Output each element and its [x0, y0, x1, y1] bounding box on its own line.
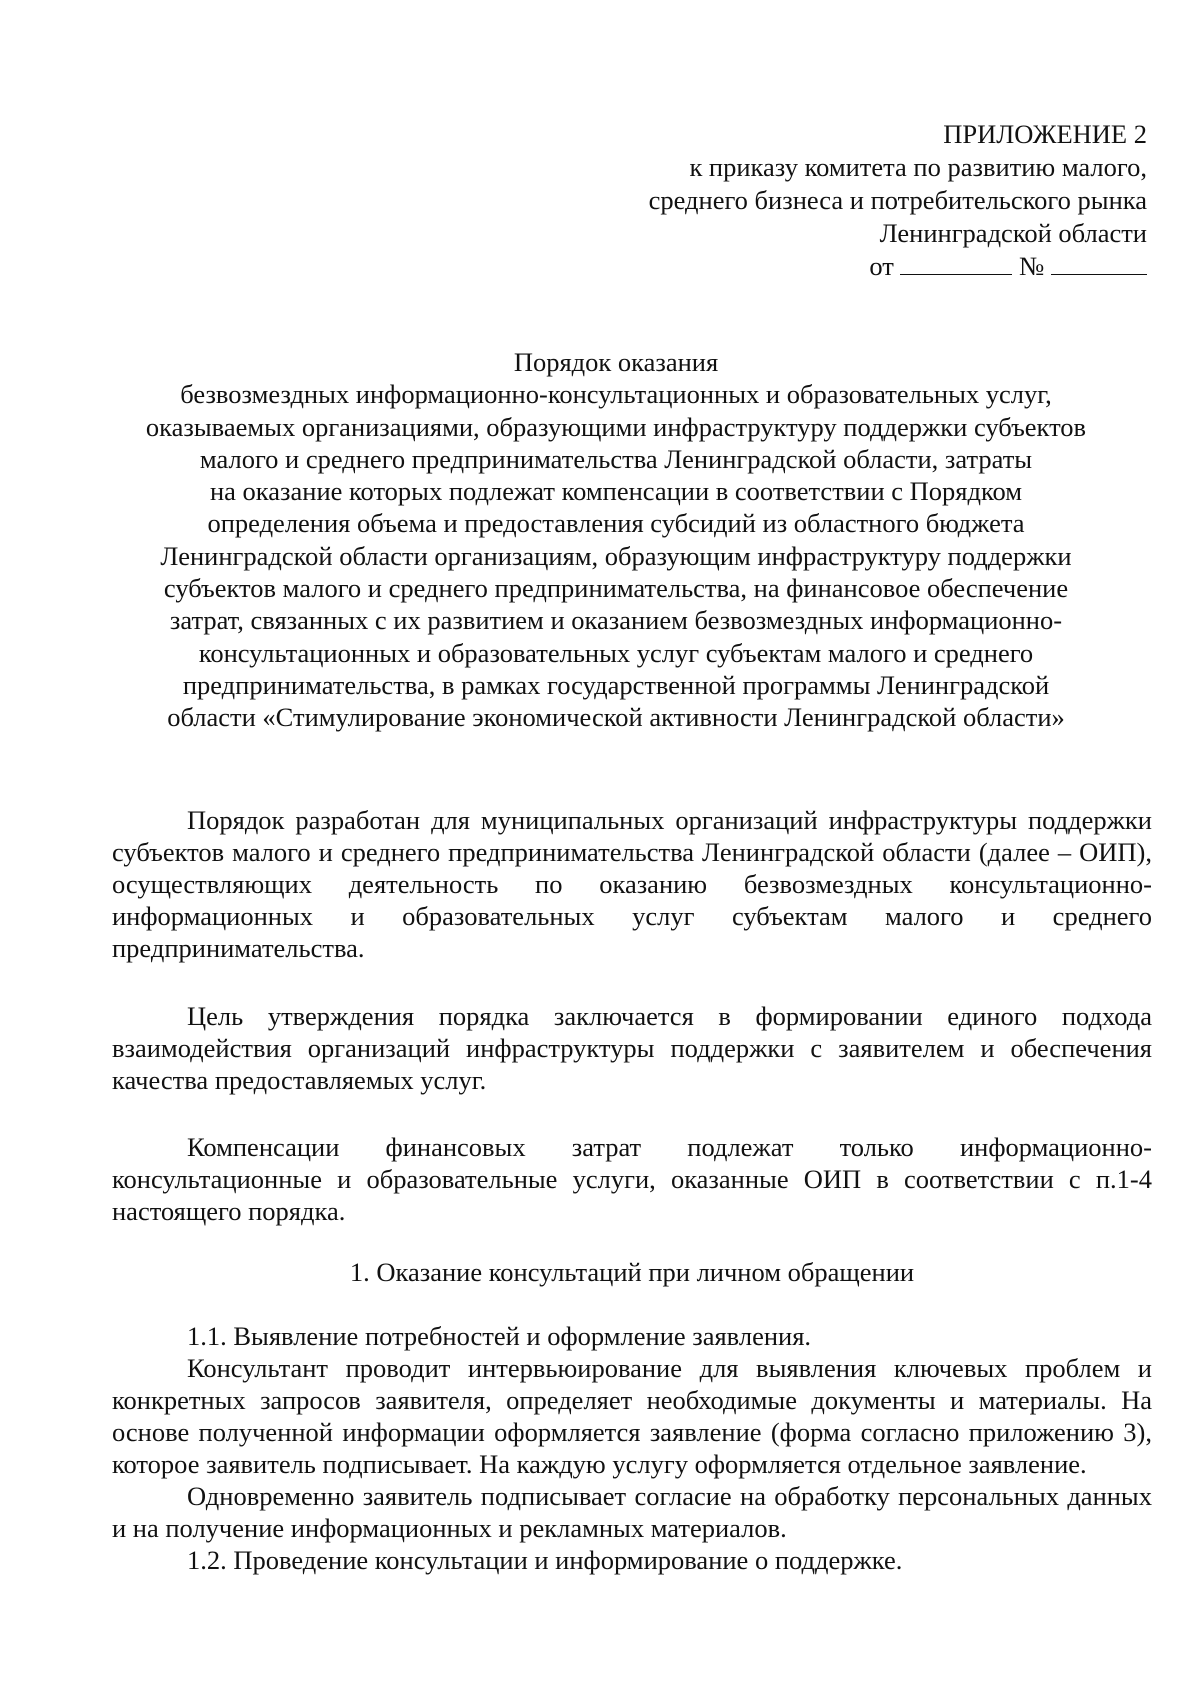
- section-heading: 1. Оказание консультаций при личном обращении: [349, 1257, 915, 1287]
- title-line: на оказание которых подлежат компенсации в соответствии с Порядком: [209, 476, 1023, 507]
- title-line: определения объема и предоставления субсидий из областного бюджета: [207, 508, 1025, 539]
- title-line: затрат, связанных с их развитием и оказанием безвозмездных информационно-: [169, 605, 1063, 636]
- number-blank-line: [1051, 250, 1147, 275]
- appendix-header: [447, 118, 1147, 283]
- title-line: малого и среднего предпринимательства Ленинградской области, затраты: [199, 443, 1033, 474]
- appendix-committee-line: среднего бизнеса и потребительского рынка: [648, 185, 1147, 215]
- section-paragraph: Одновременно заявитель подписывает согласие на обработку персональных данных и на получение информационных и рекламных материалов.: [112, 1481, 1152, 1543]
- intro-paragraph: Порядок разработан для муниципальных организаций инфраструктуры поддержки субъектов малого и среднего предпринимательства Ленинградской области (далее – ОИП), осуществляющих деятельность по оказанию безвозмездных консультационно-информационных и образовательных услуг субъектам малого и среднего предпринимательства.: [112, 805, 1152, 963]
- number-sign: №: [1019, 251, 1045, 281]
- section-body: [112, 1320, 1152, 1576]
- subsection-heading: 1.2. Проведение консультации и информирование о поддержке.: [187, 1545, 903, 1575]
- date-prefix: от: [869, 251, 894, 281]
- title-line: Порядок оказания: [513, 347, 719, 377]
- document-title: [105, 346, 1127, 734]
- appendix-date-number-line: [447, 250, 1147, 283]
- title-line: Ленинградской области организациям, образующим инфраструктуру поддержки: [160, 540, 1072, 571]
- title-line: субъектов малого и среднего предпринимательства, на финансовое обеспечение: [163, 573, 1069, 604]
- appendix-order-line: к приказу комитета по развитию малого,: [689, 152, 1147, 182]
- appendix-region-line: Ленинградской области: [879, 218, 1147, 248]
- appendix-number: ПРИЛОЖЕНИЕ 2: [943, 119, 1147, 149]
- date-blank-line: [900, 250, 1012, 275]
- subsection-heading: 1.1. Выявление потребностей и оформление заявления.: [187, 1321, 812, 1351]
- title-line: безвозмездных информационно-консультационных и образовательных услуг,: [180, 379, 1052, 410]
- title-line: предпринимательства, в рамках государственной программы Ленинградской: [182, 669, 1050, 700]
- title-line: консультационных и образовательных услуг субъектам малого и среднего: [198, 637, 1034, 668]
- compensation-paragraph: Компенсации финансовых затрат подлежат только информационно-консультационные и образовательные услуги, оказанные ОИП в соответствии с п.1-4 настоящего порядка.: [112, 1132, 1152, 1226]
- purpose-paragraph: Цель утверждения порядка заключается в формировании единого подхода взаимодействия организаций инфраструктуры поддержки с заявителем и обеспечения качества предоставляемых услуг.: [112, 1001, 1152, 1095]
- section-paragraph: Консультант проводит интервьюирование для выявления ключевых проблем и конкретных запросов заявителя, определяет необходимые документы и материалы. На основе полученной информации оформляется заявление (форма согласно приложению 3), которое заявитель подписывает. На каждую услугу оформляется отдельное заявление.: [112, 1353, 1152, 1479]
- title-line: оказываемых организациями, образующими инфраструктуру поддержки субъектов: [145, 411, 1087, 442]
- title-line: области «Стимулирование экономической активности Ленинградской области»: [167, 702, 1065, 733]
